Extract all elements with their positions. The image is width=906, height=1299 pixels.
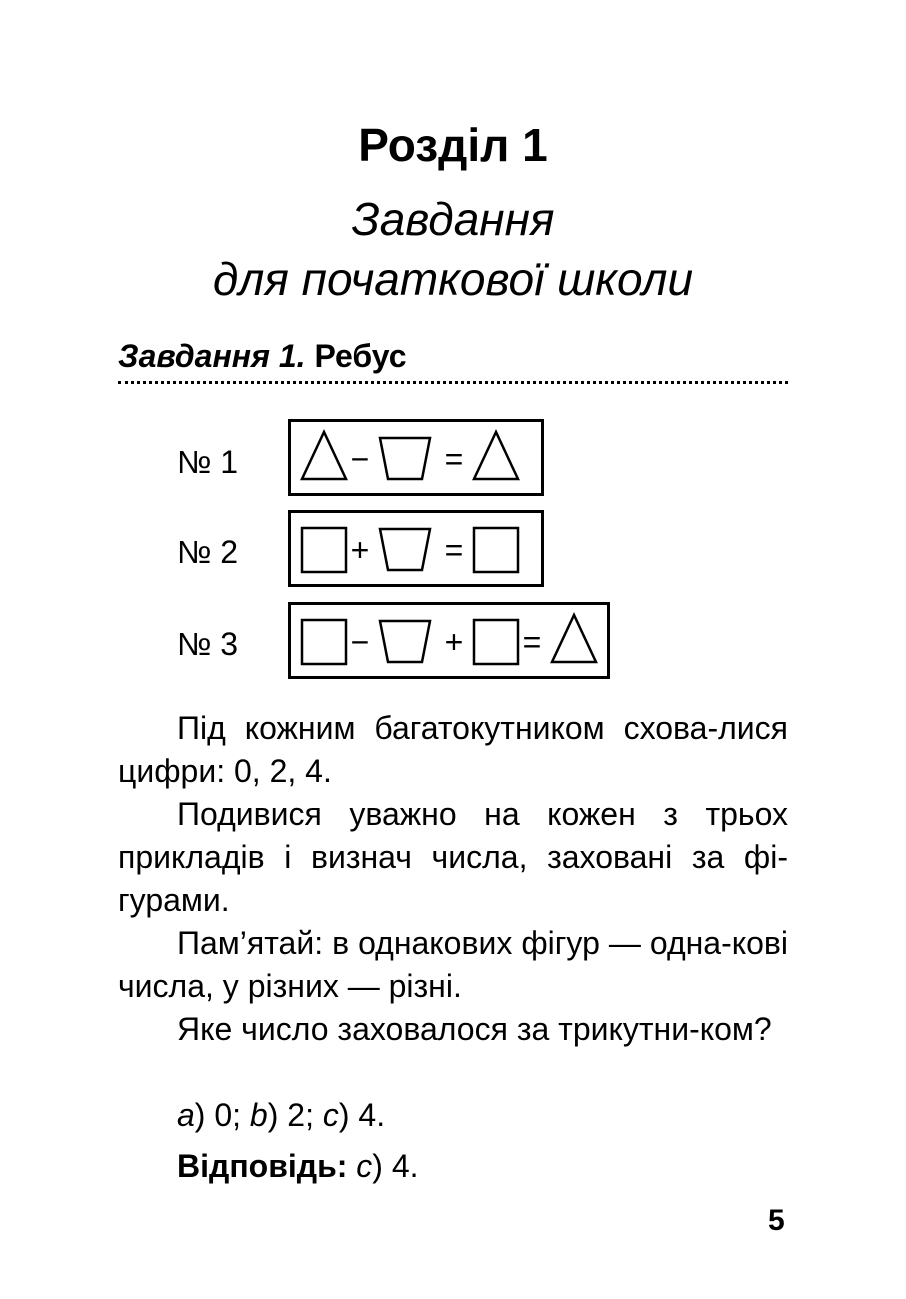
task-heading: [118, 338, 407, 375]
operator-minus: −: [350, 441, 370, 477]
trapezoid-shape: [380, 438, 430, 479]
option-b-text: ) 2;: [267, 1097, 323, 1133]
rebus-row-2-label: № 2: [177, 534, 239, 570]
paragraph-2: Подивися уважно на кожен з трьох прикладів і визнач числа, заховані за фі-гурами.: [118, 796, 788, 918]
square-shape: [474, 528, 518, 572]
square-shape: [302, 528, 346, 572]
trapezoid-shape: [380, 529, 430, 570]
task-label: Завдання 1.: [118, 338, 306, 374]
equation-frame: [290, 421, 543, 495]
operator-equals: =: [444, 441, 464, 477]
answer-line: [118, 1145, 788, 1188]
option-c-text: ) 4.: [338, 1097, 386, 1133]
operator-plus: +: [444, 624, 464, 660]
answer-text: ) 4.: [372, 1148, 419, 1184]
rebus-row-1-label: № 1: [177, 444, 239, 480]
answer-letter: c: [356, 1148, 373, 1184]
square-shape: [302, 620, 346, 664]
rebus-row-1-equation: [288, 419, 544, 496]
paragraph-4: Яке число заховалося за трикутни-ком?: [177, 1011, 772, 1047]
option-a-letter: a: [177, 1097, 195, 1133]
task-name: Ребус: [314, 338, 407, 374]
chapter-title: Розділ 1: [358, 119, 548, 171]
answer-options: [118, 1094, 788, 1137]
subtitle-line-2: для початкової школи: [212, 253, 694, 305]
rebus-row-2-equation: [288, 510, 544, 587]
subtitle-line-1: Завдання: [351, 193, 555, 245]
rebus-row-3-label: № 3: [177, 626, 239, 662]
option-b-letter: b: [249, 1097, 268, 1133]
triangle-shape: [474, 432, 518, 479]
operator-equals: =: [444, 532, 464, 568]
operator-plus: +: [350, 532, 370, 568]
triangle-shape: [302, 432, 346, 479]
operator-minus: −: [350, 624, 370, 660]
equation-frame: [290, 512, 543, 586]
trapezoid-shape: [380, 621, 430, 662]
option-c-letter: c: [322, 1097, 339, 1133]
page-number: 5: [768, 1204, 785, 1237]
dotted-divider: [118, 381, 788, 384]
paragraph-3: Пам’ятай: в однакових фігур — одна-кові числа, у різних — різні.: [118, 925, 788, 1004]
paragraph-1: Під кожним багатокутником схова-лися цифри: 0, 2, 4.: [118, 710, 788, 789]
triangle-shape: [552, 615, 596, 662]
rebus-row-3-equation: [288, 602, 610, 679]
answer-label: Відповідь:: [177, 1148, 348, 1184]
operator-equals: =: [522, 624, 542, 660]
square-shape: [474, 620, 518, 664]
option-a-text: ) 0;: [194, 1097, 250, 1133]
